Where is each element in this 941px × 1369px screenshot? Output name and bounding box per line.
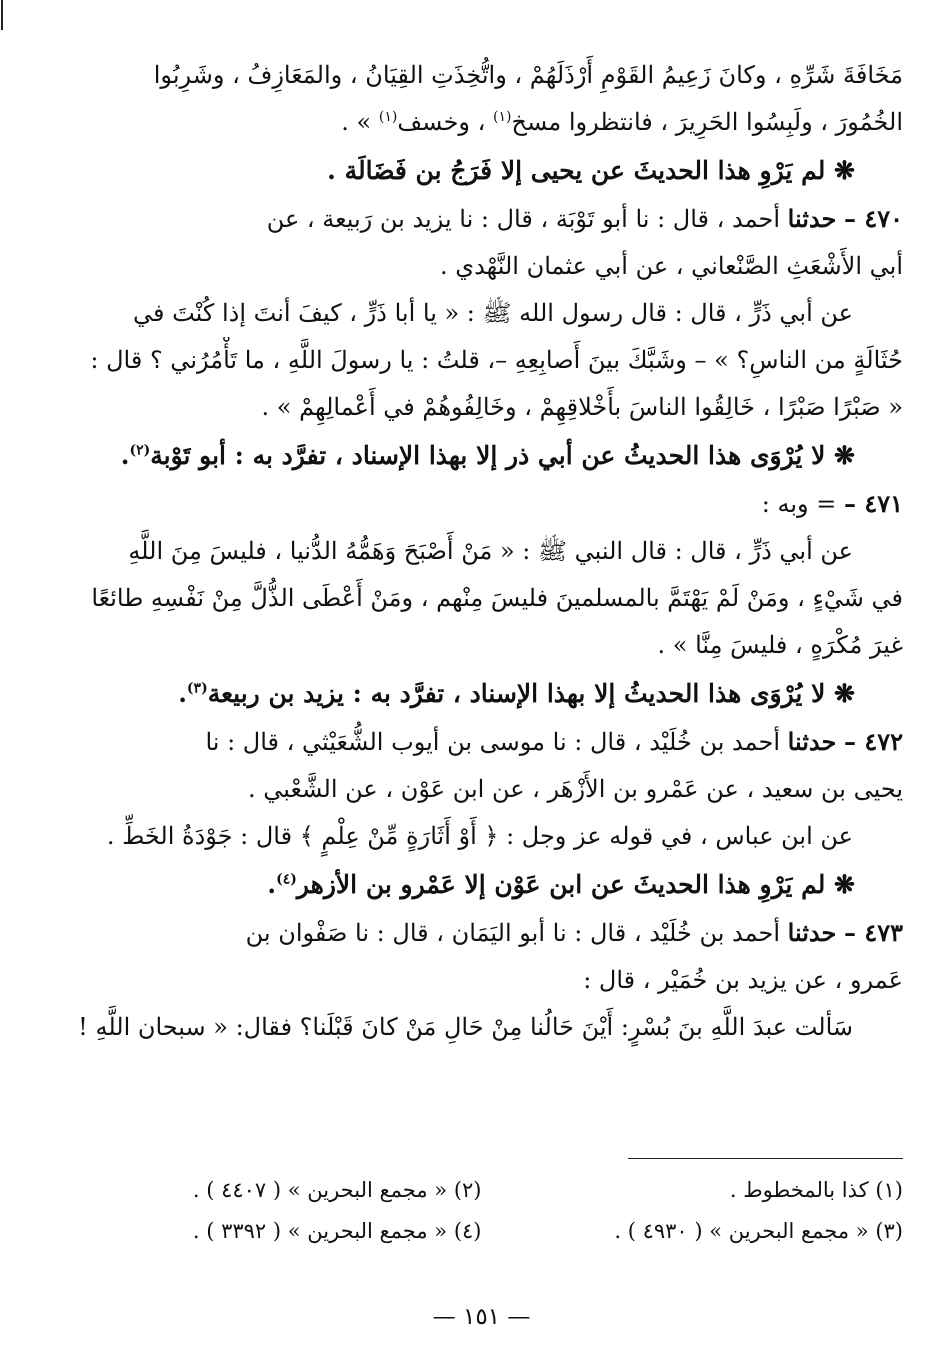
narration-keyword: حدثنا xyxy=(787,727,837,756)
text-line: عن أبي ذَرٍّ ، قال : قال النبي ﷺ : « مَنْ أَصْبَحَ وَهَمُّهُ الدُّنيا ، فليسَ مِنَ اللَّهِ xyxy=(128,537,853,565)
text-segment: » . xyxy=(341,108,372,136)
text-line: عن أبي ذَرٍّ ، قال : قال رسول الله ﷺ : « يا أبا ذَرٍّ ، كيفَ أنتَ إذا كُنْتَ في xyxy=(133,299,853,327)
document-page xyxy=(60,52,903,1342)
text-line: سَألت عبدَ اللَّهِ بنَ بُسْرٍ: أَيْنَ حَالُنا مِنْ حَالِ مَنْ كانَ قَبْلَنا؟ فقال: « سبحان اللَّهِ ! xyxy=(78,1013,853,1041)
text-segment: . xyxy=(178,679,187,708)
footnote-divider xyxy=(628,1158,903,1159)
footnote-ref: (١) xyxy=(493,109,512,125)
footnote-ref: (١) xyxy=(378,109,398,125)
footnote-marker: (٤) xyxy=(453,1219,482,1243)
text-segment: . xyxy=(267,870,277,899)
text-segment: أحمد بن خُلَيْد ، قال : نا موسى بن أيوب الشُّعَيْثي ، قال : نا xyxy=(205,728,781,756)
text-line xyxy=(60,718,903,766)
hadith-470-isnad xyxy=(60,195,903,290)
footnote-3 xyxy=(482,1211,904,1252)
footnote-1 xyxy=(482,1170,904,1211)
text-line: عَمرو ، عن يزيد بن خُمَيْر ، قال : xyxy=(583,966,903,994)
hadith-472-isnad xyxy=(60,718,903,813)
text-line xyxy=(60,480,903,528)
hadith-470-matn xyxy=(60,290,903,431)
text-block-continuation xyxy=(60,52,903,146)
hadith-471-isnad xyxy=(60,480,903,528)
footnote-text: « مجمع البحرين » ( ٤٩٣٠ ) . xyxy=(614,1219,869,1243)
text-segment: أحمد ، قال : نا أبو تَوْبَة ، قال : نا يزيد بن رَبيعة ، عن xyxy=(266,205,781,233)
text-line xyxy=(60,99,903,146)
footnote-row xyxy=(60,1211,903,1252)
footnote-text: « مجمع البحرين » ( ٣٣٩٢ ) . xyxy=(192,1219,448,1243)
verdict-line xyxy=(60,860,903,909)
footnote-ref: (٤) xyxy=(276,871,297,888)
footnote-2 xyxy=(60,1170,482,1211)
hadith-473-matn xyxy=(60,1004,903,1051)
text-segment: لم يَرْوِ هذا الحديثَ عن ابن عَوْن إلا عَمْرو بن الأزهر xyxy=(296,870,826,899)
narration-keyword: حدثنا xyxy=(787,204,837,233)
verdict-line: ❋ لم يَرْوِ هذا الحديثَ عن يحيى إلا فَرَجُ بن فَضَالَة . xyxy=(60,146,903,195)
page-number: — ١٥١ — xyxy=(432,1304,531,1330)
text-segment: لا يُرْوَى هذا الحديثُ إلا بهذا الإسناد ، تفرَّد به : يزيد بن ربيعة xyxy=(207,679,826,708)
text-line: « صَبْرًا صَبْرًا ، خَالِقُوا الناسَ بأَخْلاقِهِمْ ، وخَالِفُوهُمْ في أَعْمالِهِمْ » . xyxy=(261,393,903,421)
hadith-number: ٤٧٣ – xyxy=(843,918,903,947)
text-segment: ، وخسف xyxy=(397,108,486,136)
text-line xyxy=(60,195,903,243)
footnote-ref: (٢) xyxy=(129,442,151,459)
footnote-row xyxy=(60,1170,903,1211)
footnote-ref: (٣) xyxy=(186,680,208,697)
text-line: عن ابن عباس ، في قوله عز وجل : ﴿ أَوْ أَثَارَةٍ مِّنْ عِلْمٍ ﴾ قال : جَوْدَةُ الخَطِّ . xyxy=(106,822,853,850)
text-line: حُثَالَةٍ من الناسِ؟ » – وشَبَّكَ بينَ أَصابِعِهِ –، قلتُ : يا رسولَ اللَّهِ ، ما تَأْمُرُني ؟ قال : xyxy=(90,346,903,374)
text-segment: . xyxy=(120,441,130,470)
footnote-marker: (٢) xyxy=(453,1178,482,1202)
verdict-line xyxy=(60,431,903,480)
text-line: غيرَ مُكْرَهٍ ، فليسَ مِنَّا » . xyxy=(657,631,903,659)
footnote-marker: (٣) xyxy=(875,1219,903,1243)
hadith-number: ٤٧٢ – xyxy=(843,727,903,756)
text-segment: أحمد بن خُلَيْد ، قال : نا أبو اليَمَان ، قال : نا صَفْوان بن xyxy=(245,919,781,947)
text-segment: = وبه : xyxy=(761,490,837,518)
text-line: يحيى بن سعيد ، عن عَمْرو بن الأَزْهَر ، عن ابن عَوْن ، عن الشَّعْبي . xyxy=(248,775,903,803)
text-segment: الخُمُورَ ، ولَبِسُوا الحَرِيرَ ، فانتظروا مسخ xyxy=(511,108,903,136)
text-line: في شَيْءٍ ، ومَنْ لَمْ يَهْتَمَّ بالمسلمينَ فليسَ مِنْهم ، ومَنْ أَعْطَى الذُّلَّ مِنْ نَفْسِهِ طائعًا xyxy=(91,584,903,612)
hadith-number: ٤٧١ – xyxy=(843,489,903,518)
narration-keyword: حدثنا xyxy=(787,918,837,947)
text-line: أبي الأَشْعَثِ الصَّنْعاني ، عن أبي عثمان النَّهْدي . xyxy=(440,252,903,280)
footnote-text: كذا بالمخطوط . xyxy=(729,1178,869,1202)
footnote-text: « مجمع البحرين » ( ٤٤٠٧ ) . xyxy=(192,1178,448,1202)
hadith-471-matn xyxy=(60,528,903,669)
text-segment: لا يُرْوَى هذا الحديثُ عن أبي ذر إلا بهذا الإسناد ، تفرَّد به : أبو تَوْبة xyxy=(150,441,826,470)
footnote-marker: (١) xyxy=(875,1178,903,1202)
footnote-4 xyxy=(60,1211,482,1252)
text-line xyxy=(60,909,903,957)
text-line: مَخَافَةَ شَرِّهِ ، وكانَ زَعِيمُ القَوْمِ أَرْذَلَهُمْ ، واتُّخِذَتِ القِيَانُ ، والمَعَازِفُ ، وشَرِبُوا xyxy=(153,61,903,89)
hadith-472-matn xyxy=(60,813,903,860)
verdict-line xyxy=(60,669,903,718)
footnotes xyxy=(60,1170,903,1252)
hadith-number: ٤٧٠ – xyxy=(843,204,903,233)
scan-edge-mark xyxy=(1,0,3,30)
hadith-473-isnad xyxy=(60,909,903,1004)
